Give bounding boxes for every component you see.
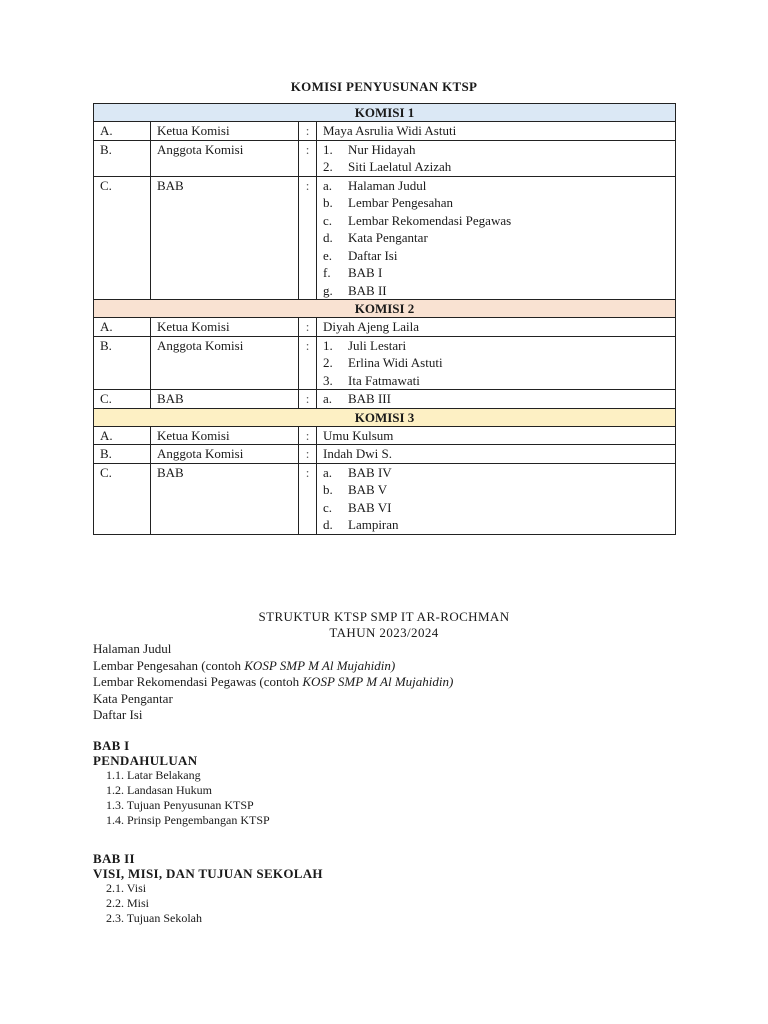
row-role: Ketua Komisi	[151, 426, 299, 445]
list-text: Lembar Pengesahan	[348, 195, 454, 210]
list-marker: b.	[323, 482, 333, 497]
row-role: Anggota Komisi	[151, 140, 299, 176]
list-item	[323, 464, 669, 482]
subsection-item: 1.2. Landasan Hukum	[106, 783, 212, 797]
list-item	[323, 282, 669, 300]
row-role: Ketua Komisi	[151, 318, 299, 337]
row-separator: :	[299, 122, 317, 141]
komisi-row	[94, 140, 676, 176]
row-code: C.	[94, 176, 151, 300]
row-code: C.	[94, 463, 151, 534]
front-matter-text: Halaman Judul	[93, 641, 172, 656]
subsection-item: 1.4. Prinsip Pengembangan KTSP	[106, 813, 270, 827]
row-values	[317, 122, 676, 141]
subsection-item: 2.2. Misi	[106, 896, 150, 910]
komisi-row	[94, 122, 676, 141]
row-values	[317, 390, 676, 409]
value-list	[323, 390, 669, 408]
list-marker: f.	[323, 265, 331, 280]
value-text: Maya Asrulia Widi Astuti	[323, 123, 457, 138]
komisi-header: KOMISI 2	[94, 300, 676, 318]
komisi-header-row	[94, 104, 676, 122]
chapter-number: BAB I	[93, 738, 130, 753]
value-list	[323, 177, 669, 300]
front-matter-item	[93, 707, 453, 724]
row-separator: :	[299, 140, 317, 176]
list-item	[323, 390, 669, 408]
list-item	[323, 499, 669, 517]
subsection-item: 2.1. Visi	[106, 881, 147, 895]
komisi-row	[94, 445, 676, 464]
row-separator: :	[299, 176, 317, 300]
list-marker: a.	[323, 177, 333, 193]
list-text: Nur Hidayah	[348, 141, 416, 157]
row-role: BAB	[151, 390, 299, 409]
list-text: BAB IV	[348, 464, 392, 480]
komisi-header: KOMISI 3	[94, 408, 676, 426]
list-text: Juli Lestari	[348, 337, 407, 353]
row-role: Ketua Komisi	[151, 122, 299, 141]
structure-title	[0, 609, 768, 641]
row-code: A.	[94, 318, 151, 337]
row-code: A.	[94, 426, 151, 445]
front-matter-list	[93, 641, 453, 724]
list-text: Halaman Judul	[348, 177, 427, 193]
list-text: BAB III	[348, 391, 391, 406]
row-separator: :	[299, 445, 317, 464]
row-role: BAB	[151, 176, 299, 300]
list-marker: c.	[323, 212, 333, 228]
row-code: B.	[94, 140, 151, 176]
row-separator: :	[299, 336, 317, 390]
subsection-item: 1.1. Latar Belakang	[106, 768, 201, 782]
row-code: B.	[94, 336, 151, 390]
row-values	[317, 445, 676, 464]
list-item	[323, 177, 669, 195]
komisi-header: KOMISI 1	[94, 104, 676, 122]
list-marker: c.	[323, 499, 333, 515]
row-code: B.	[94, 445, 151, 464]
list-text: BAB II	[348, 282, 387, 298]
row-code: C.	[94, 390, 151, 409]
front-matter-text: Kata Pengantar	[93, 690, 173, 706]
row-separator: :	[299, 318, 317, 337]
row-separator: :	[299, 390, 317, 409]
chapter-block	[93, 738, 270, 828]
list-item	[323, 229, 669, 247]
list-marker: e.	[323, 247, 333, 263]
list-item	[323, 141, 669, 159]
list-text: BAB V	[348, 482, 388, 497]
row-role: Anggota Komisi	[151, 336, 299, 390]
list-marker: 2.	[323, 355, 333, 370]
row-values	[317, 176, 676, 300]
front-matter-item	[93, 641, 453, 658]
list-item	[323, 247, 669, 265]
row-values	[317, 336, 676, 390]
list-text: Lampiran	[348, 517, 399, 532]
row-role: BAB	[151, 463, 299, 534]
front-matter-text: Daftar Isi	[93, 707, 143, 722]
list-item	[323, 264, 669, 282]
document-title: KOMISI PENYUSUNAN KTSP	[290, 79, 478, 94]
list-marker: 2.	[323, 159, 333, 174]
chapter-subsections	[93, 881, 323, 926]
list-item	[323, 212, 669, 230]
list-marker: b.	[323, 195, 333, 210]
row-role: Anggota Komisi	[151, 445, 299, 464]
row-values	[317, 318, 676, 337]
list-text: Siti Laelatul Azizah	[348, 159, 452, 174]
value-text: Diyah Ajeng Laila	[323, 319, 420, 334]
list-marker: a.	[323, 464, 333, 480]
list-item	[323, 372, 669, 390]
list-marker: a.	[323, 391, 333, 406]
subsection-item: 1.3. Tujuan Penyusunan KTSP	[106, 798, 254, 812]
list-item	[323, 481, 669, 499]
list-text: Erlina Widi Astuti	[348, 355, 443, 370]
list-text: Ita Fatmawati	[348, 372, 420, 388]
front-matter-text: Lembar Rekomendasi Pegawas (contoh	[93, 674, 303, 689]
list-text: BAB VI	[348, 499, 392, 515]
row-values	[317, 463, 676, 534]
komisi-row	[94, 318, 676, 337]
list-item	[323, 337, 669, 355]
list-item	[323, 194, 669, 212]
komisi-header-row	[94, 300, 676, 318]
komisi-row	[94, 336, 676, 390]
list-item	[323, 158, 669, 176]
komisi-row	[94, 426, 676, 445]
row-separator: :	[299, 463, 317, 534]
list-text: BAB I	[348, 265, 383, 280]
chapter-subsections	[93, 768, 270, 828]
chapter-title: VISI, MISI, DAN TUJUAN SEKOLAH	[93, 866, 323, 881]
row-separator: :	[299, 426, 317, 445]
value-list	[323, 464, 669, 534]
list-marker: d.	[323, 230, 333, 245]
list-text: Lembar Rekomendasi Pegawas	[348, 212, 512, 228]
value-list	[323, 141, 669, 176]
front-matter-note: KOSP SMP M Al Mujahidin)	[244, 657, 396, 673]
list-marker: 1.	[323, 141, 333, 157]
komisi-row	[94, 390, 676, 409]
list-marker: 3.	[323, 372, 333, 388]
komisi-table	[93, 103, 676, 535]
front-matter-item	[93, 691, 453, 708]
list-item	[323, 516, 669, 534]
front-matter-item	[93, 658, 453, 675]
list-text: Daftar Isi	[348, 247, 398, 263]
list-item	[323, 354, 669, 372]
structure-title-line2: TAHUN 2023/2024	[329, 625, 439, 640]
subsection-item: 2.3. Tujuan Sekolah	[106, 911, 203, 925]
front-matter-text: Lembar Pengesahan (contoh	[93, 657, 245, 673]
front-matter-note: KOSP SMP M Al Mujahidin)	[302, 674, 454, 689]
chapter-number: BAB II	[93, 851, 135, 866]
front-matter-item	[93, 674, 453, 691]
list-marker: g.	[323, 282, 333, 298]
komisi-row	[94, 463, 676, 534]
row-values	[317, 140, 676, 176]
list-marker: 1.	[323, 337, 333, 353]
structure-title-line1: STRUKTUR KTSP SMP IT AR-ROCHMAN	[258, 609, 510, 624]
list-text: Kata Pengantar	[348, 230, 428, 245]
row-values	[317, 426, 676, 445]
komisi-header-row	[94, 408, 676, 426]
chapter-title: PENDAHULUAN	[93, 753, 198, 768]
chapter-block	[93, 851, 323, 926]
value-text: Indah Dwi S.	[323, 446, 392, 461]
list-marker: d.	[323, 517, 333, 532]
row-code: A.	[94, 122, 151, 141]
value-list	[323, 337, 669, 390]
value-text: Umu Kulsum	[323, 427, 394, 443]
komisi-row	[94, 176, 676, 300]
